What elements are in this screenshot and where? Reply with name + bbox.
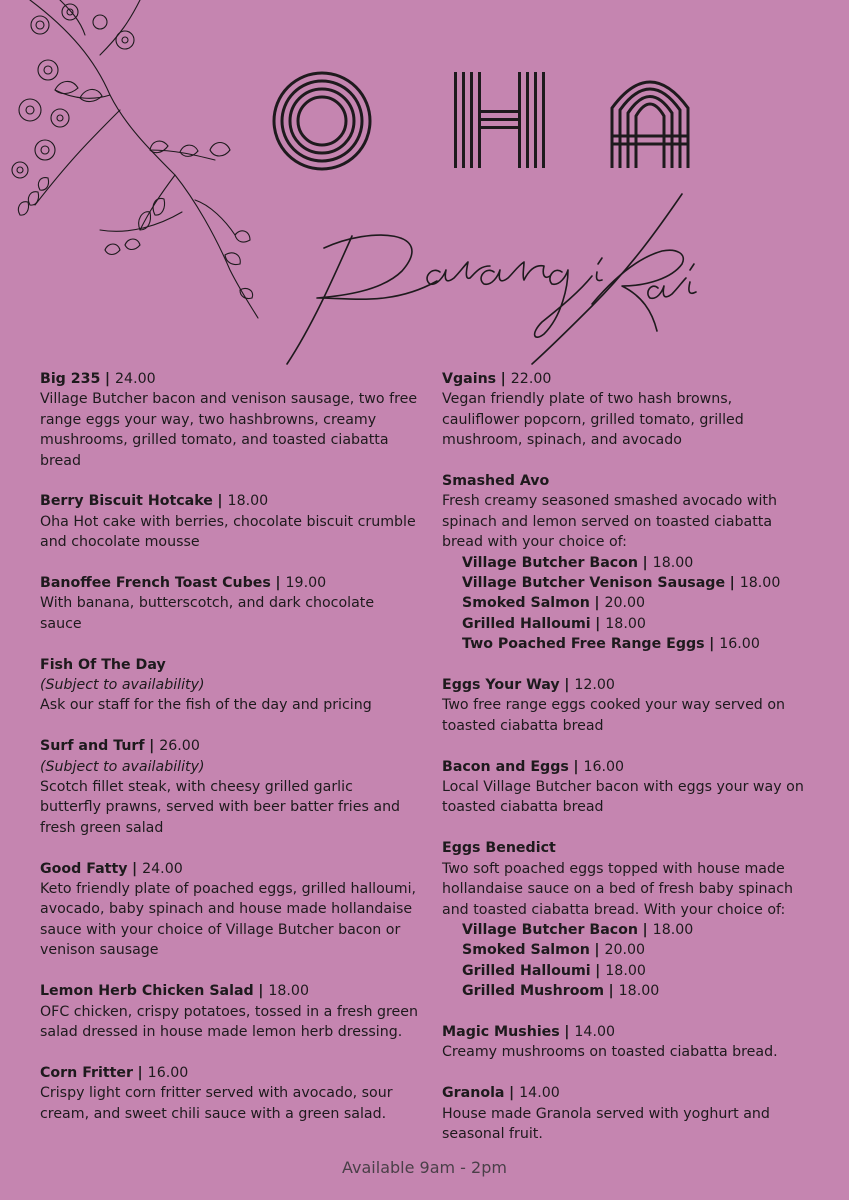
item-description: Ask our staff for the fish of the day and pricing bbox=[40, 697, 372, 714]
item-price: 18.00 bbox=[268, 983, 309, 1000]
item-price: 14.00 bbox=[519, 1085, 560, 1102]
item-price: 24.00 bbox=[115, 371, 156, 387]
item-description: Village Butcher bacon and venison sausage, two free range eggs your way, two hashbrowns, creamy mushrooms, grilled tomato, and toasted ciabatta bread bbox=[40, 391, 418, 469]
menu-item bbox=[40, 655, 418, 716]
menu-item: Granola | 14.00 House made Granola served with yoghurt and seasonal fruit. bbox=[442, 1083, 812, 1144]
option-price: 18.00 bbox=[739, 575, 781, 592]
item-name: Corn Fritter bbox=[40, 1064, 134, 1081]
item-price: 19.00 bbox=[285, 575, 327, 592]
menu-item bbox=[442, 838, 812, 1001]
option-line: Grilled Mushroom | 18.00 bbox=[462, 983, 660, 1000]
item-description: House made Granola served with yoghurt and seasonal fruit. bbox=[442, 1105, 770, 1142]
option-price: 18.00 bbox=[652, 921, 694, 938]
item-name: Berry Biscuit Hotcake bbox=[40, 493, 213, 510]
menu-right-column bbox=[442, 369, 812, 1165]
item-description: With banana, butterscotch, and dark chocolate sauce bbox=[40, 595, 375, 632]
item-description: Local Village Butcher bacon with eggs your way on toasted ciabatta bread bbox=[442, 779, 804, 816]
menu-item: Big 235 | 24.00 Village Butcher bacon and venison sausage, two free range eggs your way, two hashbrowns, creamy mushrooms, grilled tomato, and toasted ciabatta bread bbox=[40, 369, 418, 471]
option-name: Grilled Halloumi bbox=[462, 962, 591, 979]
option-price: 16.00 bbox=[719, 636, 760, 653]
option-line: Village Butcher Bacon | 18.00 bbox=[462, 554, 694, 571]
menu-left-column bbox=[40, 369, 418, 1144]
item-name: Good Fatty bbox=[40, 860, 128, 877]
option-line: Grilled Halloumi | 18.00 bbox=[462, 962, 646, 979]
item-name: Banoffee French Toast Cubes bbox=[40, 575, 271, 592]
menu-item: Lemon Herb Chicken Salad | 18.00 OFC chicken, crispy potatoes, tossed in a fresh green salad dressed in house made lemon herb dressing. bbox=[40, 981, 418, 1042]
option-line: Smoked Salmon | 20.00 bbox=[462, 595, 646, 612]
item-name: Surf and Turf bbox=[40, 738, 145, 755]
option-price: 18.00 bbox=[618, 983, 660, 1000]
option-name: Grilled Halloumi bbox=[462, 615, 591, 632]
option-price: 20.00 bbox=[604, 942, 646, 959]
option-name: Grilled Mushroom bbox=[462, 983, 604, 1000]
option-line: Village Butcher Venison Sausage | 18.00 bbox=[462, 575, 781, 592]
availability-footer: Available 9am - 2pm bbox=[342, 1158, 507, 1177]
menu-item: Surf and Turf | 26.00 (Subject to availability) Scotch fillet steak, with cheesy grilled garlic butterfly prawns, served with beer batter fries and fresh green salad bbox=[40, 736, 418, 838]
option-line: Village Butcher Bacon | 18.00 bbox=[462, 921, 694, 938]
menu-item: Corn Fritter | 16.00 Crispy light corn fritter served with avocado, sour cream, and sweet chili sauce with a green salad. bbox=[40, 1063, 418, 1124]
item-name: Bacon and Eggs bbox=[442, 758, 569, 775]
item-price: 14.00 bbox=[574, 1023, 616, 1040]
option-line: Two Poached Free Range Eggs | 16.00 bbox=[462, 636, 760, 653]
item-price: 24.00 bbox=[142, 860, 183, 877]
menu-item: Banoffee French Toast Cubes | 19.00 With banana, butterscotch, and dark chocolate sauce bbox=[40, 573, 418, 634]
option-price: 20.00 bbox=[604, 595, 646, 612]
option-name: Village Butcher Venison Sausage bbox=[462, 575, 726, 592]
option-name: Village Butcher Bacon bbox=[462, 921, 639, 938]
item-description: Two soft poached eggs topped with house made hollandaise sauce on a bed of fresh baby spinach and toasted ciabatta bread. With your choice of: bbox=[442, 860, 794, 918]
item-description: OFC chicken, crispy potatoes, tossed in a fresh green salad dressed in house made lemon herb dressing. bbox=[40, 1003, 418, 1040]
option-price: 18.00 bbox=[652, 554, 694, 571]
option-line: Smoked Salmon | 20.00 bbox=[462, 942, 646, 959]
menu-item: Good Fatty | 24.00 Keto friendly plate of poached eggs, grilled halloumi, avocado, baby spinach and house made hollandaise sauce with your choice of Village Butcher bacon or venison sausage bbox=[40, 859, 418, 961]
item-price: 18.00 bbox=[227, 493, 269, 510]
item-note: (Subject to availability) bbox=[40, 677, 205, 694]
menu-item: Magic Mushies | 14.00 Creamy mushrooms on toasted ciabatta bread. bbox=[442, 1022, 812, 1063]
item-description: Crispy light corn fritter served with avocado, sour cream, and sweet chili sauce with a green salad. bbox=[40, 1085, 393, 1122]
item-description: Oha Hot cake with berries, chocolate biscuit crumble and chocolate mousse bbox=[40, 513, 416, 551]
item-description: Two free range eggs cooked your way served on toasted ciabatta bread bbox=[442, 697, 785, 734]
item-note: (Subject to availability) bbox=[40, 758, 205, 775]
option-name: Smoked Salmon bbox=[462, 595, 590, 612]
item-name: Big 235 bbox=[40, 371, 101, 387]
item-price: 16.00 bbox=[147, 1064, 189, 1081]
item-name: Vgains bbox=[442, 371, 497, 387]
item-description: Keto friendly plate of poached eggs, grilled halloumi, avocado, baby spinach and house made hollandaise sauce with your choice of Village Butcher bacon or venison sausage bbox=[40, 881, 417, 959]
menu-item: Bacon and Eggs | 16.00 Local Village Butcher bacon with eggs your way on toasted ciabatta bread bbox=[442, 757, 812, 818]
option-line: Grilled Halloumi | 18.00 bbox=[462, 615, 646, 632]
oha-logo bbox=[268, 68, 698, 174]
item-name: Magic Mushies bbox=[442, 1023, 560, 1040]
option-name: Two Poached Free Range Eggs bbox=[462, 636, 705, 653]
item-name: Lemon Herb Chicken Salad bbox=[40, 983, 254, 1000]
item-description: Vegan friendly plate of two hash browns, cauliflower popcorn, grilled tomato, grilled mushroom, spinach, and avocado bbox=[442, 391, 744, 449]
item-description: Fresh creamy seasoned smashed avocado with spinach and lemon served on toasted ciabatta bread with your choice of: bbox=[442, 493, 777, 551]
option-name: Smoked Salmon bbox=[462, 942, 590, 959]
item-name: Smashed Avo bbox=[442, 473, 550, 490]
item-price: 26.00 bbox=[159, 738, 200, 755]
item-name: Eggs Benedict bbox=[442, 840, 556, 857]
option-name: Village Butcher Bacon bbox=[462, 554, 639, 571]
menu-item: Berry Biscuit Hotcake | 18.00 Oha Hot cake with berries, chocolate biscuit crumble and chocolate mousse bbox=[40, 491, 418, 552]
rarangi-kai-script-title bbox=[262, 186, 702, 368]
item-description: Creamy mushrooms on toasted ciabatta bread. bbox=[442, 1044, 778, 1061]
menu-item bbox=[442, 471, 812, 655]
item-price: 16.00 bbox=[583, 758, 625, 775]
item-name: Fish Of The Day bbox=[40, 656, 166, 673]
option-price: 18.00 bbox=[605, 962, 646, 979]
option-price: 18.00 bbox=[605, 615, 646, 632]
menu-item: Eggs Your Way | 12.00 Two free range eggs cooked your way served on toasted ciabatta bread bbox=[442, 675, 812, 736]
item-price: 12.00 bbox=[574, 677, 615, 694]
item-description: Scotch fillet steak, with cheesy grilled garlic butterfly prawns, served with beer batter fries and fresh green salad bbox=[40, 779, 401, 836]
item-price: 22.00 bbox=[510, 371, 552, 387]
item-name: Eggs Your Way bbox=[442, 677, 560, 694]
menu-item: Vgains | 22.00 Vegan friendly plate of two hash browns, cauliflower popcorn, grilled tomato, grilled mushroom, spinach, and avocado bbox=[442, 369, 812, 451]
floral-branch-icon bbox=[0, 0, 290, 320]
item-name: Granola bbox=[442, 1085, 505, 1102]
